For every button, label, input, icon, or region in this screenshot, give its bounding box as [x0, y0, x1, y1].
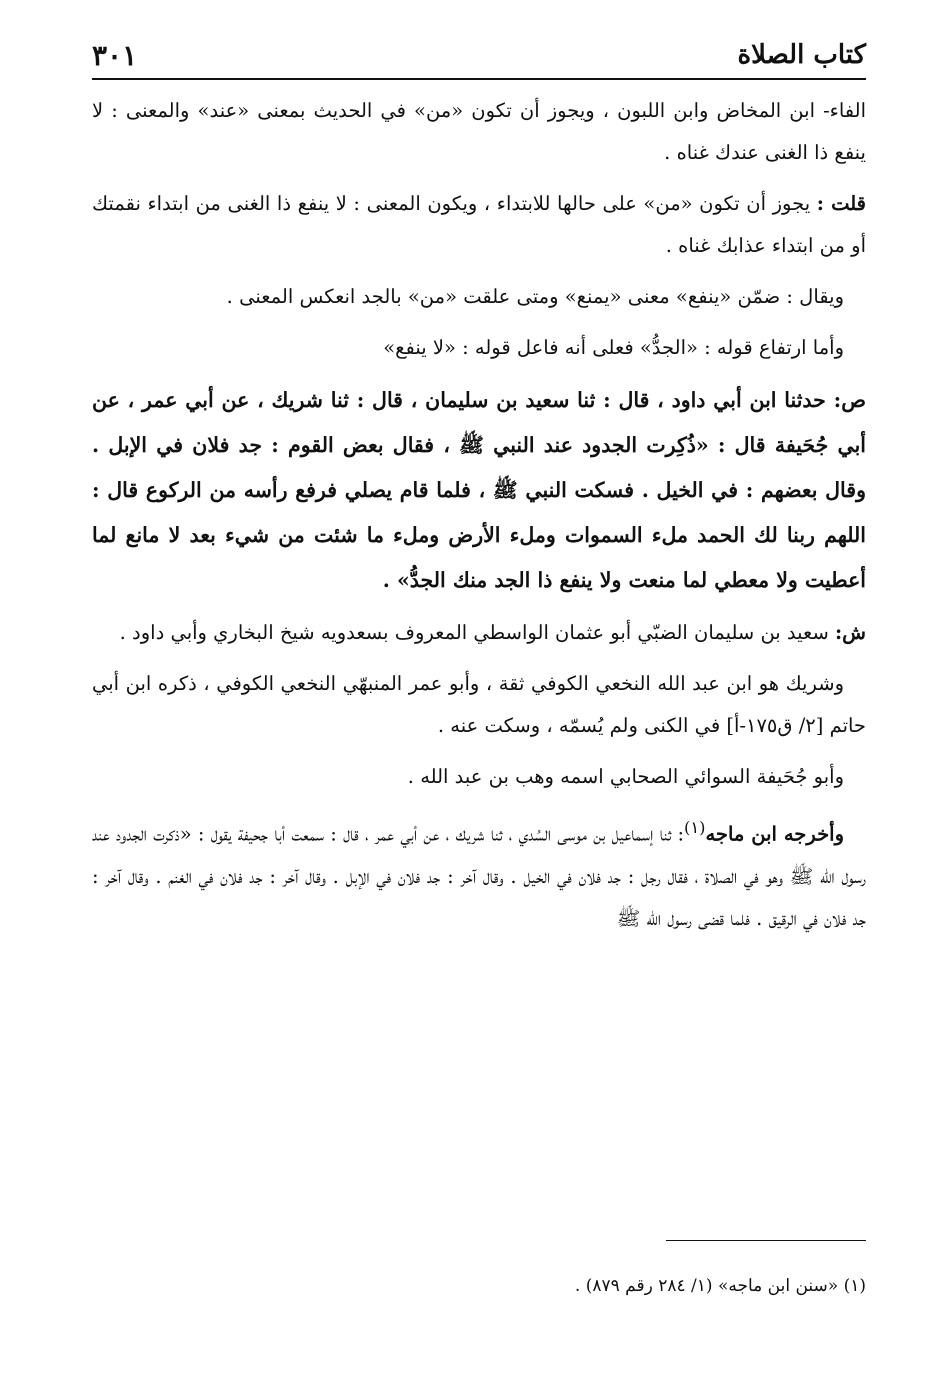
- paragraph-3: ويقال : ضمّن «ينفع» معنى «يمنع» ومتى علقت «من» بالجد انعكس المعنى .: [226, 285, 844, 308]
- footnote: (١) «سنن ابن ماجه» (١/ ٢٨٤ رقم ٨٧٩) .: [574, 1276, 866, 1296]
- paragraph-2-lead: قلت :: [816, 192, 866, 215]
- paragraph-2-text: يجوز أن تكون «من» على حالها للابتداء ، ويكون المعنى : لا ينفع ذا الغنى من ابتداء نقمتك أو من ابتداء عذابك غناه .: [92, 192, 866, 257]
- chapter-title: كتاب الصلاة: [737, 40, 866, 70]
- paragraph-6-text: سعيد بن سليمان الضبّي أبو عثمان الواسطي المعروف بسعدويه شيخ البخاري وأبي داود .: [119, 621, 835, 644]
- paragraph-6: [92, 612, 866, 654]
- paragraph-7: وشريك هو ابن عبد الله النخعي الكوفي ثقة ، وأبو عمر المنبهّي النخعي الكوفي ، ذكره ابن أبي حاتم [٢/ ق١٧٥-أ] في الكنى ولم يُسمّه ، وسكت عنه .: [92, 672, 866, 737]
- paragraph-1: الفاء- ابن المخاض وابن اللبون ، ويجوز أن تكون «من» في الحديث بمعنى «عند» والمعنى : لا ينفع ذا الغنى عندك غناه .: [92, 99, 866, 164]
- page-header: [92, 28, 866, 80]
- footnote-ref[interactable]: (١): [684, 818, 706, 837]
- page-body: [92, 90, 866, 949]
- page-number: ٣٠١: [92, 39, 138, 72]
- paragraph-9-lead: وأخرجه ابن ماجه: [705, 822, 844, 846]
- paragraph-9-text: : ثنا إسماعيل بن موسى السُدي ، ثنا شريك ، عن أبي عمر ، قال : سمعت أبا جحيفة يقول : «ذكرت الجدود عند رسول الله ﷺ وهو في الصلاة ، فقال رجل : جد فلان في الخيل . وقال آخر : جد فلان في الإبل . وقال آخر : جد فلان في الغنم . وقال آخر : جد فلان في الرقيق . فلما قضى رسول الله ﷺ: [92, 822, 866, 930]
- footnote-divider: [666, 1240, 866, 1241]
- hadith-paragraph: ص: حدثنا ابن أبي داود ، قال : ثنا سعيد بن سليمان ، قال : ثنا شريك ، عن أبي عمر ، عن أبي جُحَيفة قال : «ذُكِرت الجدود عند النبي ﷺ ، فقال بعض القوم : جد فلان في الإبل . وقال بعضهم : في الخيل . فسكت النبي ﷺ ، فلما قام يصلي فرفع رأسه من الركوع قال : اللهم ربنا لك الحمد ملء السموات وملء الأرض وملء ما شئت من شيء بعد لا مانع لما أعطيت ولا معطي لما منعت ولا ينفع ذا الجد منك الجدُّ» .: [92, 388, 866, 592]
- paragraph-8: وأبو جُحَيفة السوائي الصحابي اسمه وهب بن عبد الله .: [407, 765, 844, 788]
- paragraph-9: [92, 807, 866, 940]
- paragraph-4: وأما ارتفاع قوله : «الجدُّ» فعلى أنه فاعل قوله : «لا ينفع»: [383, 336, 844, 359]
- paragraph-6-lead: ش:: [834, 621, 866, 644]
- paragraph-2: [92, 183, 866, 267]
